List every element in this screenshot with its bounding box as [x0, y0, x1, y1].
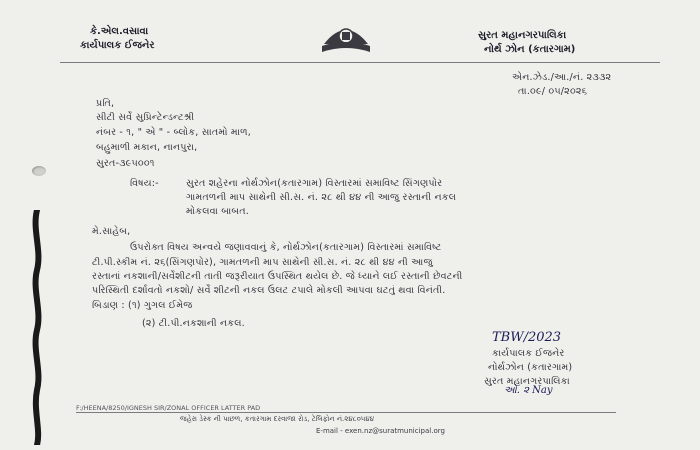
logo-text: સુરત [341, 47, 351, 54]
recipient-to: પ્રતિ, [96, 98, 115, 109]
officer-title: કાર્યપાલક ઈજનેર [80, 40, 155, 51]
footer-email: E-mail - exen.nz@suratmunicipal.org [316, 427, 445, 435]
enclosure-1: બિડાણ : (૧) ગુગલ ઈમેજ [92, 300, 193, 311]
signature-zone: નોર્થઝોન (કતારગામ) [488, 362, 573, 373]
body-line-4: પરિસ્થિતી દર્શાવતો નકશો/ સર્વે શીટની નકલ ઉલટ ટપાલે મોકલી આપવા ઘટતું થવા વિનંતી. [92, 285, 446, 296]
signature-org: સુરત મહાનગરપાલિકા [484, 376, 570, 387]
subject-line-1: સુરત શહેરના નોર્થઝોન(કતારગામ) વિસ્તારમાં સમાવિષ્ટ સિંગણપોર [186, 178, 443, 189]
body-line-3: રસ્તાનાં નકશાની/સર્વેશીટની તાતી જરૂરીયાત ઉપસ્થિત થયેલ છે. જે ધ્યાને લઈ રસ્તાની છેવટની [92, 271, 463, 282]
footer-rule [76, 412, 616, 413]
ref-date: તા.૦૯/ ૦૫/૨૦૨૬ [518, 86, 588, 97]
subject-line-3: મોકલવા બાબત. [186, 206, 249, 217]
body-line-2: ટી.પી.સ્કીમ નં. ૨૬(સિંગણપોર), ગામતળની માપ સાથેની સી.સ. નં. ૨૮ થી ૪૪ ની આજુ [92, 257, 433, 268]
pad-label: F:/HEENA/8250/IGNESH SIR/ZONAL OFFICER LATTER PAD [76, 404, 261, 412]
punch-hole [32, 166, 46, 176]
file-cord [30, 210, 44, 445]
zone-name: નોર્થ ઝોન (કતારગામ) [484, 44, 576, 55]
body-line-1: ઉપરોક્ત વિષય અન્વયે જણાવવાનું કે, નોર્થઝોન(કતારગામ) વિસ્તારમાં સમાવિષ્ટ [130, 242, 442, 253]
officer-name: કે.એલ.વસાવા [90, 26, 149, 37]
org-name: સુરત મહાનગરપાલિકા [478, 30, 567, 41]
recipient-line-2: નંબર - ૧, " એ " - બ્લોક, સાતમો માળ, [96, 127, 251, 138]
header-rule [60, 62, 660, 63]
signature-scrawl: TBW/2023 [492, 330, 562, 345]
recipient-line-1: સીટી સર્વે સુપ્રિન્ટેન્ડન્ટશ્રી [96, 112, 195, 123]
ref-number: એન.ઝેડ./આ./નં. ૨૩૩૨ [512, 72, 612, 83]
footer-address: જહેરા ડેસ્ક ની પાછળ, કતારગામ દરવાજા રોડ, ટેલિફોન નં.૨૪૮૦૫૪૪ [180, 415, 375, 423]
salutation: મે.સાહેબ, [92, 226, 131, 237]
signature-title: કાર્યપાલક ઈજનેર [492, 348, 565, 359]
recipient-line-4: સુરત-૩૯૫૦૦૧ [96, 158, 155, 169]
subject-line-2: ગામતળની માપ સાથેની સી.સ. નં. ૨૮ થી ૪૪ ની આજુ રસ્તાની નકલ [186, 192, 457, 203]
enclosure-2: (૨) ટી.પી.નકશાની નકલ. [142, 318, 245, 329]
municipal-logo [318, 22, 374, 56]
recipient-line-3: બહુમાળી મકાન, નાનપુરા, [96, 142, 198, 153]
signature-initials: ઓ. ૨ Nay [504, 385, 553, 396]
subject-label: વિષય:- [130, 178, 159, 189]
